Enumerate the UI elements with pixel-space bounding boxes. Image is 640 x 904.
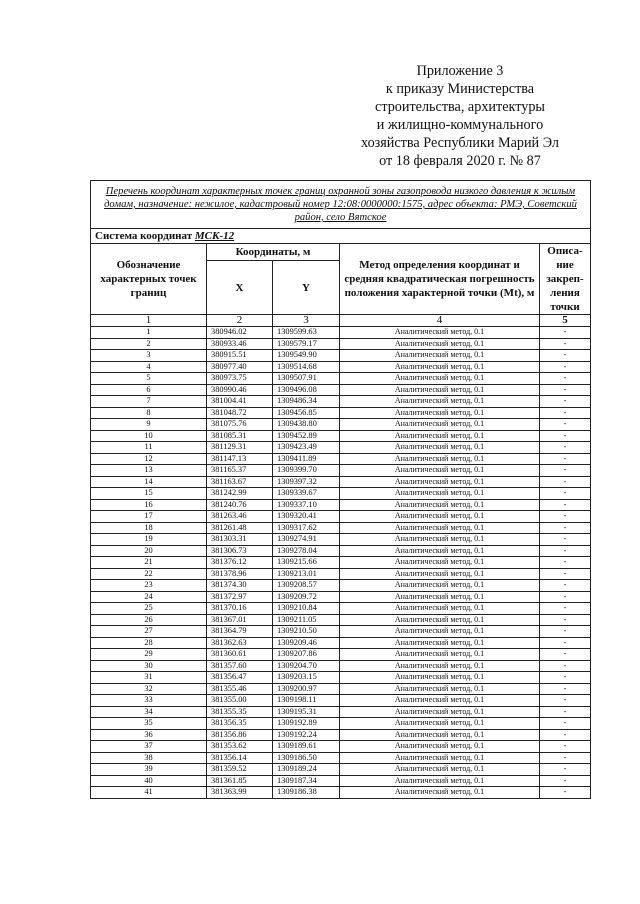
coord-x-cell: 381355.46 — [207, 683, 273, 695]
method-cell: Аналитический метод, 0.1 — [340, 775, 540, 787]
coord-y-cell: 1309200.97 — [273, 683, 340, 695]
coord-x-cell: 380933.46 — [207, 338, 273, 350]
coord-y-cell: 1309208.57 — [273, 580, 340, 592]
method-cell: Аналитический метод, 0.1 — [340, 488, 540, 500]
fixation-description-cell: - — [540, 580, 591, 592]
coord-x-cell: 381364.79 — [207, 626, 273, 638]
coord-x-cell: 381356.14 — [207, 752, 273, 764]
fixation-description-cell: - — [540, 637, 591, 649]
method-cell: Аналитический метод, 0.1 — [340, 522, 540, 534]
fixation-description-cell: - — [540, 419, 591, 431]
fixation-description-cell: - — [540, 614, 591, 626]
method-cell: Аналитический метод, 0.1 — [340, 327, 540, 339]
coord-x-cell: 380946.02 — [207, 327, 273, 339]
header-line: к приказу Министерства — [385, 81, 535, 97]
coord-x-cell: 381303.31 — [207, 534, 273, 546]
header-line: и жилищно-коммунального — [376, 117, 544, 133]
coord-x-cell: 381004.41 — [207, 396, 273, 408]
coord-y-cell: 1309486.34 — [273, 396, 340, 408]
point-id-cell: 14 — [91, 476, 207, 488]
table-row — [91, 511, 591, 523]
table-row — [91, 522, 591, 534]
table-row — [91, 407, 591, 419]
coord-x-cell: 381306.73 — [207, 545, 273, 557]
coord-y-cell: 1309399.70 — [273, 465, 340, 477]
point-id-cell: 11 — [91, 442, 207, 454]
fixation-description-cell: - — [540, 695, 591, 707]
point-id-cell: 10 — [91, 430, 207, 442]
fixation-description-cell: - — [540, 787, 591, 799]
coord-x-cell: 381376.12 — [207, 557, 273, 569]
fixation-description-cell: - — [540, 430, 591, 442]
column-number: 3 — [273, 315, 340, 327]
coord-x-cell: 381355.00 — [207, 695, 273, 707]
fixation-description-cell: - — [540, 499, 591, 511]
coord-x-cell: 380915.51 — [207, 350, 273, 362]
column-number: 2 — [207, 315, 273, 327]
coord-x-cell: 381242.99 — [207, 488, 273, 500]
point-id-cell: 36 — [91, 729, 207, 741]
point-id-cell: 5 — [91, 373, 207, 385]
fixation-description-cell: - — [540, 718, 591, 730]
fixation-description-cell: - — [540, 764, 591, 776]
coord-y-cell: 1309274.91 — [273, 534, 340, 546]
method-cell: Аналитический метод, 0.1 — [340, 499, 540, 511]
header-line: от 18 февраля 2020 г. № 87 — [379, 153, 541, 169]
method-cell: Аналитический метод, 0.1 — [340, 361, 540, 373]
method-cell: Аналитический метод, 0.1 — [340, 373, 540, 385]
fixation-description-cell: - — [540, 327, 591, 339]
table-row — [91, 361, 591, 373]
coord-x-cell: 381261.48 — [207, 522, 273, 534]
table-row — [91, 580, 591, 592]
coord-y-cell: 1309198.11 — [273, 695, 340, 707]
coord-y-cell: 1309579.17 — [273, 338, 340, 350]
point-id-cell: 8 — [91, 407, 207, 419]
method-cell: Аналитический метод, 0.1 — [340, 545, 540, 557]
fixation-description-cell: - — [540, 683, 591, 695]
point-id-cell: 2 — [91, 338, 207, 350]
method-cell: Аналитический метод, 0.1 — [340, 453, 540, 465]
coord-x-cell: 381356.47 — [207, 672, 273, 684]
method-cell: Аналитический метод, 0.1 — [340, 637, 540, 649]
point-id-cell: 12 — [91, 453, 207, 465]
fixation-description-cell: - — [540, 465, 591, 477]
coord-y-cell: 1309423.49 — [273, 442, 340, 454]
method-cell: Аналитический метод, 0.1 — [340, 465, 540, 477]
point-id-cell: 26 — [91, 614, 207, 626]
coord-y-cell: 1309211.05 — [273, 614, 340, 626]
coord-x-cell: 381355.35 — [207, 706, 273, 718]
point-id-cell: 35 — [91, 718, 207, 730]
table-row — [91, 557, 591, 569]
point-id-cell: 4 — [91, 361, 207, 373]
point-id-cell: 41 — [91, 787, 207, 799]
table-row — [91, 649, 591, 661]
table-row — [91, 775, 591, 787]
header-line: хозяйства Республики Марий Эл — [361, 135, 559, 151]
fixation-description-cell: - — [540, 396, 591, 408]
table-row — [91, 499, 591, 511]
coord-x-cell: 381359.52 — [207, 764, 273, 776]
header-point-designation: Обозначение характерных точек границ — [91, 244, 207, 315]
table-row — [91, 672, 591, 684]
coord-y-cell: 1309209.46 — [273, 637, 340, 649]
table-row — [91, 476, 591, 488]
coord-x-cell: 381362.63 — [207, 637, 273, 649]
coord-x-cell: 380977.40 — [207, 361, 273, 373]
method-cell: Аналитический метод, 0.1 — [340, 614, 540, 626]
table-row — [91, 373, 591, 385]
fixation-description-cell: - — [540, 488, 591, 500]
coord-x-cell: 381085.31 — [207, 430, 273, 442]
coord-y-cell: 1309192.89 — [273, 718, 340, 730]
coord-x-cell: 381147.13 — [207, 453, 273, 465]
coord-y-cell: 1309514.68 — [273, 361, 340, 373]
coord-y-cell: 1309507.91 — [273, 373, 340, 385]
method-cell: Аналитический метод, 0.1 — [340, 660, 540, 672]
fixation-description-cell: - — [540, 476, 591, 488]
point-id-cell: 25 — [91, 603, 207, 615]
fixation-description-cell: - — [540, 522, 591, 534]
coord-x-cell: 381361.85 — [207, 775, 273, 787]
fixation-description-cell: - — [540, 350, 591, 362]
point-id-cell: 39 — [91, 764, 207, 776]
coord-y-cell: 1309186.50 — [273, 752, 340, 764]
method-cell: Аналитический метод, 0.1 — [340, 591, 540, 603]
coord-x-cell: 381378.96 — [207, 568, 273, 580]
fixation-description-cell: - — [540, 442, 591, 454]
coord-y-cell: 1309186.38 — [273, 787, 340, 799]
coord-x-cell: 381370.16 — [207, 603, 273, 615]
coord-x-cell: 381356.86 — [207, 729, 273, 741]
method-cell: Аналитический метод, 0.1 — [340, 672, 540, 684]
table-row — [91, 465, 591, 477]
coord-x-cell: 381353.62 — [207, 741, 273, 753]
coord-y-cell: 1309203.15 — [273, 672, 340, 684]
coord-y-cell: 1309599.63 — [273, 327, 340, 339]
coord-y-cell: 1309456.85 — [273, 407, 340, 419]
fixation-description-cell: - — [540, 545, 591, 557]
table-row — [91, 396, 591, 408]
coord-y-cell: 1309320.41 — [273, 511, 340, 523]
method-cell: Аналитический метод, 0.1 — [340, 511, 540, 523]
table-title: Перечень координат характерных точек границ охранной зоны газопровода низкого давления к жилым домам, назначение: нежилое, кадастровый номер 12:08:0000000:1575, адрес объекта: РМЭ, Советский район, село Вятское — [91, 181, 591, 229]
table-row — [91, 660, 591, 672]
point-id-cell: 22 — [91, 568, 207, 580]
appendix-header — [330, 62, 590, 170]
fixation-description-cell: - — [540, 511, 591, 523]
fixation-description-cell: - — [540, 338, 591, 350]
point-id-cell: 31 — [91, 672, 207, 684]
fixation-description-cell: - — [540, 568, 591, 580]
coord-y-cell: 1309496.08 — [273, 384, 340, 396]
table-row — [91, 338, 591, 350]
point-id-cell: 27 — [91, 626, 207, 638]
table-row — [91, 327, 591, 339]
method-cell: Аналитический метод, 0.1 — [340, 752, 540, 764]
coord-y-cell: 1309207.86 — [273, 649, 340, 661]
table-row — [91, 706, 591, 718]
coord-y-cell: 1309339.67 — [273, 488, 340, 500]
coord-y-cell: 1309278.04 — [273, 545, 340, 557]
column-numbers-row — [91, 315, 591, 327]
header-line: строительства, архитектуры — [375, 99, 545, 115]
point-id-cell: 40 — [91, 775, 207, 787]
table-row — [91, 683, 591, 695]
point-id-cell: 7 — [91, 396, 207, 408]
coord-x-cell: 381075.76 — [207, 419, 273, 431]
point-id-cell: 20 — [91, 545, 207, 557]
method-cell: Аналитический метод, 0.1 — [340, 649, 540, 661]
point-id-cell: 34 — [91, 706, 207, 718]
coord-y-cell: 1309397.32 — [273, 476, 340, 488]
coordinates-table — [90, 180, 591, 799]
coord-y-cell: 1309215.66 — [273, 557, 340, 569]
point-id-cell: 37 — [91, 741, 207, 753]
method-cell: Аналитический метод, 0.1 — [340, 396, 540, 408]
fixation-description-cell: - — [540, 361, 591, 373]
fixation-description-cell: - — [540, 384, 591, 396]
coordinate-system — [91, 229, 591, 244]
column-number: 1 — [91, 315, 207, 327]
method-cell: Аналитический метод, 0.1 — [340, 534, 540, 546]
method-cell: Аналитический метод, 0.1 — [340, 557, 540, 569]
coord-y-cell: 1309192.24 — [273, 729, 340, 741]
table-row — [91, 718, 591, 730]
point-id-cell: 21 — [91, 557, 207, 569]
fixation-description-cell: - — [540, 752, 591, 764]
point-id-cell: 3 — [91, 350, 207, 362]
coord-x-cell: 381363.99 — [207, 787, 273, 799]
table-row — [91, 419, 591, 431]
table-row — [91, 764, 591, 776]
method-cell: Аналитический метод, 0.1 — [340, 580, 540, 592]
point-id-cell: 13 — [91, 465, 207, 477]
coord-x-cell: 381163.67 — [207, 476, 273, 488]
table-row — [91, 603, 591, 615]
method-cell: Аналитический метод, 0.1 — [340, 764, 540, 776]
coord-y-cell: 1309189.61 — [273, 741, 340, 753]
fixation-description-cell: - — [540, 626, 591, 638]
coord-y-cell: 1309209.72 — [273, 591, 340, 603]
header-description: Описа-ние закреп-ления точки — [540, 244, 591, 315]
coord-y-cell: 1309195.31 — [273, 706, 340, 718]
table-row — [91, 568, 591, 580]
table-row — [91, 453, 591, 465]
method-cell: Аналитический метод, 0.1 — [340, 407, 540, 419]
header-method: Метод определения координат и средняя квадратическая погрешность положения характерной точки (Mt), м — [340, 244, 540, 315]
coord-x-cell: 381263.46 — [207, 511, 273, 523]
point-id-cell: 1 — [91, 327, 207, 339]
coord-y-cell: 1309411.89 — [273, 453, 340, 465]
coord-x-cell: 381048.72 — [207, 407, 273, 419]
method-cell: Аналитический метод, 0.1 — [340, 430, 540, 442]
table-row — [91, 350, 591, 362]
fixation-description-cell: - — [540, 557, 591, 569]
method-cell: Аналитический метод, 0.1 — [340, 384, 540, 396]
point-id-cell: 9 — [91, 419, 207, 431]
fixation-description-cell: - — [540, 603, 591, 615]
method-cell: Аналитический метод, 0.1 — [340, 626, 540, 638]
method-cell: Аналитический метод, 0.1 — [340, 683, 540, 695]
table-row — [91, 545, 591, 557]
header-coordinates: Координаты, м — [207, 244, 340, 261]
method-cell: Аналитический метод, 0.1 — [340, 718, 540, 730]
fixation-description-cell: - — [540, 775, 591, 787]
method-cell: Аналитический метод, 0.1 — [340, 706, 540, 718]
coord-x-cell: 380990.46 — [207, 384, 273, 396]
point-id-cell: 30 — [91, 660, 207, 672]
table-row — [91, 741, 591, 753]
coord-x-cell: 381129.31 — [207, 442, 273, 454]
table-row — [91, 752, 591, 764]
point-id-cell: 28 — [91, 637, 207, 649]
fixation-description-cell: - — [540, 729, 591, 741]
column-number: 4 — [340, 315, 540, 327]
fixation-description-cell: - — [540, 672, 591, 684]
fixation-description-cell: - — [540, 407, 591, 419]
method-cell: Аналитический метод, 0.1 — [340, 729, 540, 741]
coord-y-cell: 1309210.84 — [273, 603, 340, 615]
coord-y-cell: 1309213.01 — [273, 568, 340, 580]
fixation-description-cell: - — [540, 453, 591, 465]
point-id-cell: 16 — [91, 499, 207, 511]
fixation-description-cell: - — [540, 534, 591, 546]
point-id-cell: 17 — [91, 511, 207, 523]
coordinate-system-value: МСК-12 — [194, 230, 235, 242]
coord-x-cell: 380973.75 — [207, 373, 273, 385]
table-row — [91, 614, 591, 626]
method-cell: Аналитический метод, 0.1 — [340, 787, 540, 799]
coord-y-cell: 1309204.70 — [273, 660, 340, 672]
coord-x-cell: 381357.60 — [207, 660, 273, 672]
point-id-cell: 32 — [91, 683, 207, 695]
fixation-description-cell: - — [540, 706, 591, 718]
point-id-cell: 15 — [91, 488, 207, 500]
point-id-cell: 24 — [91, 591, 207, 603]
coord-y-cell: 1309549.90 — [273, 350, 340, 362]
fixation-description-cell: - — [540, 591, 591, 603]
coord-y-cell: 1309210.50 — [273, 626, 340, 638]
point-id-cell: 23 — [91, 580, 207, 592]
table-row — [91, 637, 591, 649]
point-id-cell: 29 — [91, 649, 207, 661]
table-row — [91, 430, 591, 442]
fixation-description-cell: - — [540, 649, 591, 661]
table-row — [91, 591, 591, 603]
coord-y-cell: 1309317.62 — [273, 522, 340, 534]
coord-x-cell: 381356.35 — [207, 718, 273, 730]
point-id-cell: 19 — [91, 534, 207, 546]
table-row — [91, 442, 591, 454]
method-cell: Аналитический метод, 0.1 — [340, 568, 540, 580]
coord-x-cell: 381374.30 — [207, 580, 273, 592]
coord-y-cell: 1309452.89 — [273, 430, 340, 442]
coordinate-system-label: Система координат — [95, 230, 193, 242]
table-row — [91, 488, 591, 500]
header-line: Приложение 3 — [416, 63, 504, 79]
coord-x-cell: 381240.76 — [207, 499, 273, 511]
coord-y-cell: 1309189.24 — [273, 764, 340, 776]
fixation-description-cell: - — [540, 373, 591, 385]
method-cell: Аналитический метод, 0.1 — [340, 695, 540, 707]
point-id-cell: 33 — [91, 695, 207, 707]
table-row — [91, 695, 591, 707]
method-cell: Аналитический метод, 0.1 — [340, 419, 540, 431]
table-row — [91, 534, 591, 546]
coord-x-cell: 381360.61 — [207, 649, 273, 661]
fixation-description-cell: - — [540, 741, 591, 753]
table-row — [91, 729, 591, 741]
table-row — [91, 787, 591, 799]
coord-y-cell: 1309438.80 — [273, 419, 340, 431]
header-x: X — [207, 261, 273, 315]
coord-x-cell: 381372.97 — [207, 591, 273, 603]
method-cell: Аналитический метод, 0.1 — [340, 350, 540, 362]
coord-x-cell: 381165.37 — [207, 465, 273, 477]
table-row — [91, 626, 591, 638]
header-y: Y — [273, 261, 340, 315]
column-number: 5 — [540, 315, 591, 327]
method-cell: Аналитический метод, 0.1 — [340, 476, 540, 488]
coord-x-cell: 381367.01 — [207, 614, 273, 626]
point-id-cell: 18 — [91, 522, 207, 534]
coord-y-cell: 1309187.34 — [273, 775, 340, 787]
method-cell: Аналитический метод, 0.1 — [340, 603, 540, 615]
point-id-cell: 6 — [91, 384, 207, 396]
coord-y-cell: 1309337.10 — [273, 499, 340, 511]
table-row — [91, 384, 591, 396]
method-cell: Аналитический метод, 0.1 — [340, 442, 540, 454]
fixation-description-cell: - — [540, 660, 591, 672]
method-cell: Аналитический метод, 0.1 — [340, 741, 540, 753]
point-id-cell: 38 — [91, 752, 207, 764]
method-cell: Аналитический метод, 0.1 — [340, 338, 540, 350]
